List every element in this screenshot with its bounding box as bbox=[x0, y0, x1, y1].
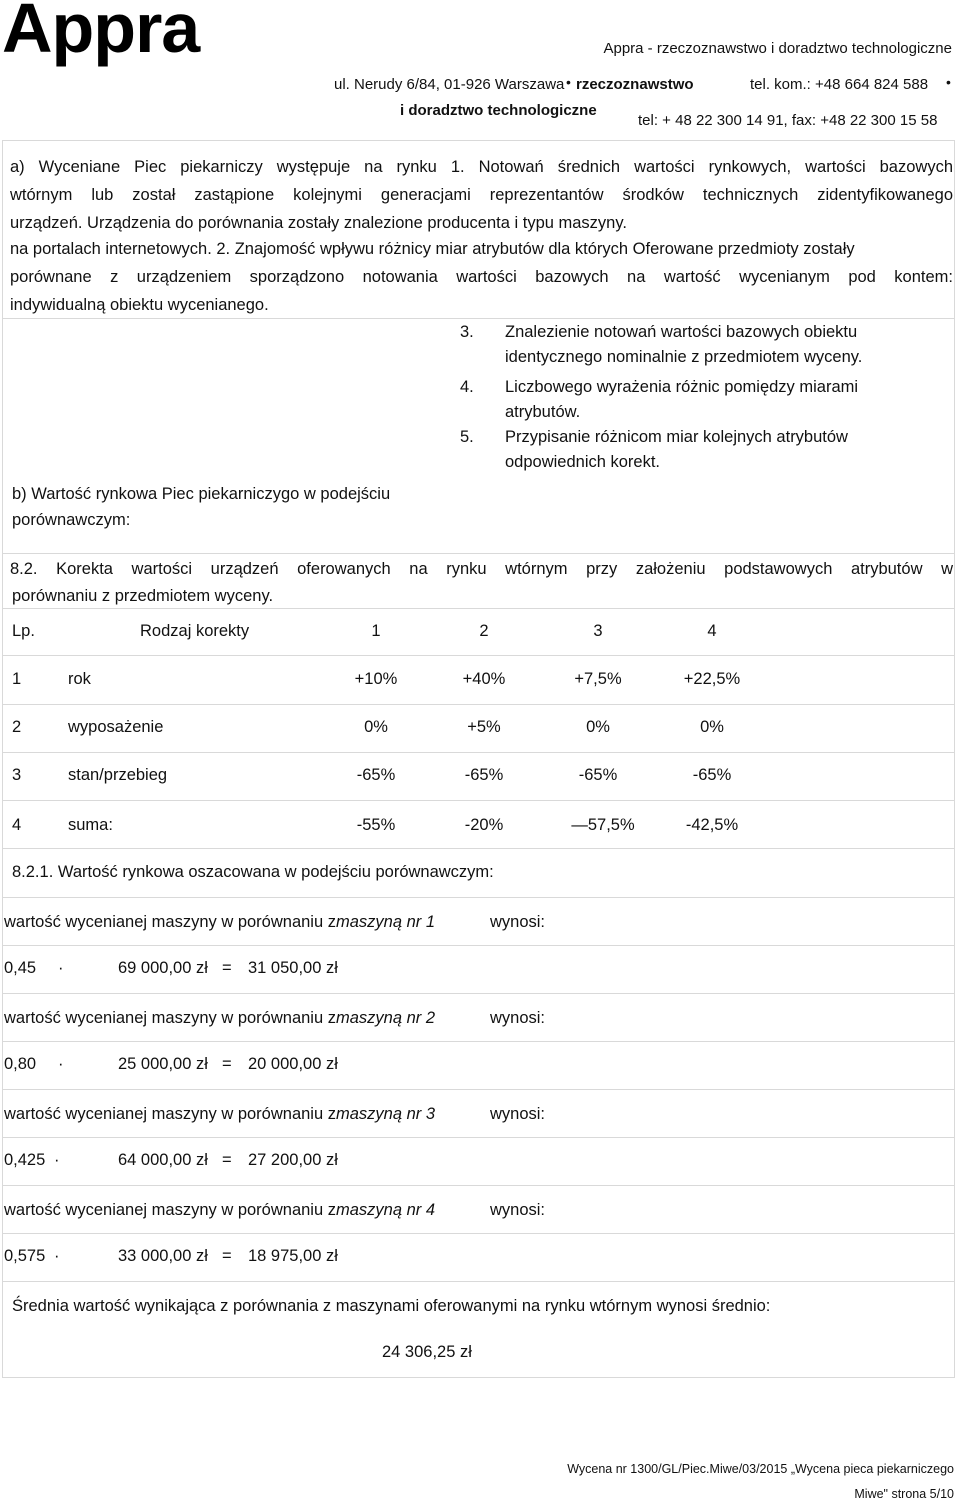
list-item-num: 5. bbox=[460, 428, 474, 446]
divider-c3 bbox=[2, 1041, 955, 1042]
machine-name: maszyną nr 4 bbox=[335, 1201, 436, 1219]
row-col2: +40% bbox=[462, 670, 506, 688]
row-col3: 0% bbox=[586, 718, 610, 736]
comparison-prefix: wartość wycenianej maszyny w porównaniu z bbox=[4, 913, 336, 931]
row-type: wyposażenie bbox=[68, 718, 164, 736]
wynosi-label: wynosi: bbox=[490, 1009, 546, 1027]
table-header-col2: 2 bbox=[479, 622, 489, 640]
list-item-num: 3. bbox=[460, 323, 474, 341]
price-value: 64 000,00 zł bbox=[118, 1151, 208, 1169]
section-a-line-1: a) Wyceniane Piec piekarniczy występuje na rynku 1. Notowań średnich wartości rynkowych, wartości bazowych bbox=[10, 158, 953, 176]
section-a-line-5: porównane z urządzeniem sporządzono notowania wartości bazowych na wartość wycenianym pod kontem: bbox=[10, 268, 953, 286]
frame-left-border bbox=[2, 140, 3, 1377]
footer-line-1: Wycena nr 1300/GL/Piec.Miwe/03/2015 „Wycena pieca piekarniczego bbox=[567, 1462, 954, 1476]
price-value: 33 000,00 zł bbox=[118, 1247, 208, 1265]
row-col3: +7,5% bbox=[574, 670, 622, 688]
row-col4: -65% bbox=[692, 766, 732, 784]
table-header-type: Rodzaj korekty bbox=[140, 622, 250, 640]
section-821-title: 8.2.1. Wartość rynkowa oszacowana w podejściu porównawczym: bbox=[12, 863, 494, 881]
row-lp: 2 bbox=[12, 718, 22, 736]
section-a-line-6: indywidualną obiektu wycenianego. bbox=[10, 296, 269, 314]
factor-value: 0,80 bbox=[4, 1055, 37, 1073]
result-value: 18 975,00 zł bbox=[248, 1247, 338, 1265]
section-82-line-1: 8.2. Korekta wartości urządzeń oferowanych na rynku wtórnym przy założeniu podstawowych atrybutów w bbox=[10, 560, 953, 578]
divider-c1 bbox=[2, 945, 955, 946]
row-type: rok bbox=[68, 670, 91, 688]
divider-c8 bbox=[2, 1281, 955, 1282]
company-address: ul. Nerudy 6/84, 01-926 Warszawa bbox=[334, 76, 565, 93]
comparison-prefix: wartość wycenianej maszyny w porównaniu z bbox=[4, 1009, 336, 1027]
multiply-dot: · bbox=[58, 1055, 64, 1073]
frame-right-border bbox=[954, 140, 955, 1377]
list-item-text: Przypisanie różnicom miar kolejnych atrybutów odpowiednich korekt. bbox=[505, 428, 848, 471]
factor-value: 0,425 bbox=[4, 1151, 46, 1169]
table-header-col3: 3 bbox=[593, 622, 603, 640]
price-value: 69 000,00 zł bbox=[118, 959, 208, 977]
wynosi-label: wynosi: bbox=[490, 1105, 546, 1123]
row-col2: +5% bbox=[467, 718, 501, 736]
comparison-label bbox=[4, 913, 435, 932]
row-lp: 1 bbox=[12, 670, 22, 688]
separator-dot: • bbox=[566, 74, 571, 90]
price-value: 25 000,00 zł bbox=[118, 1055, 208, 1073]
equals-sign: = bbox=[222, 1055, 232, 1073]
section-b-line-2: porównawczym: bbox=[12, 511, 131, 529]
wynosi-label: wynosi: bbox=[490, 913, 546, 931]
divider-c6 bbox=[2, 1185, 955, 1186]
frame-bottom-border bbox=[2, 1377, 955, 1378]
comparison-prefix: wartość wycenianej maszyny w porównaniu z bbox=[4, 1201, 336, 1219]
row-type: suma: bbox=[68, 816, 113, 834]
row-col1: -55% bbox=[356, 816, 396, 834]
frame-top-border bbox=[2, 140, 955, 141]
section-b-line-1: b) Wartość rynkowa Piec piekarniczygo w podejściu bbox=[12, 485, 391, 503]
multiply-dot: · bbox=[58, 959, 64, 977]
divider-c2 bbox=[2, 993, 955, 994]
section-a-line-3: urządzeń. Urządzenia do porównania zostały znalezione producenta i typu maszyny. bbox=[10, 214, 627, 232]
equals-sign: = bbox=[222, 1247, 232, 1265]
comparison-prefix: wartość wycenianej maszyny w porównaniu z bbox=[4, 1105, 336, 1123]
row-lp: 3 bbox=[12, 766, 22, 784]
comparison-label bbox=[4, 1009, 435, 1028]
machine-name: maszyną nr 3 bbox=[335, 1105, 436, 1123]
list-item-text: Znalezienie notowań wartości bazowych obiektu identycznego nominalnie z przedmiotem wyceny. bbox=[505, 323, 863, 366]
row-lp: 4 bbox=[12, 816, 22, 834]
footer-line-2: Miwe" strona 5/10 bbox=[854, 1487, 954, 1501]
divider-c4 bbox=[2, 1089, 955, 1090]
table-header-lp: Lp. bbox=[12, 622, 35, 640]
section-82-line-2: porównaniu z przedmiotem wyceny. bbox=[12, 587, 274, 605]
equals-sign: = bbox=[222, 1151, 232, 1169]
company-name: Appra - rzeczoznawstwo i doradztwo technologiczne bbox=[603, 40, 952, 57]
table-row-line-1 bbox=[2, 655, 955, 656]
row-col4: -42,5% bbox=[685, 816, 739, 834]
row-type: stan/przebieg bbox=[68, 766, 168, 784]
divider-c5 bbox=[2, 1137, 955, 1138]
separator-dot-2: • bbox=[946, 74, 951, 90]
company-phone-mobile: tel. kom.: +48 664 824 588 bbox=[750, 76, 929, 93]
row-col4: +22,5% bbox=[683, 670, 741, 688]
factor-value: 0,575 bbox=[4, 1247, 46, 1265]
result-value: 20 000,00 zł bbox=[248, 1055, 338, 1073]
divider-b bbox=[2, 553, 955, 554]
average-label: Średnia wartość wynikająca z porównania z maszynami oferowanymi na rynku wtórnym wynosi średnio: bbox=[12, 1297, 771, 1315]
company-tagline-2: i doradztwo technologiczne bbox=[400, 102, 597, 119]
divider-821 bbox=[2, 897, 955, 898]
company-phone-fax: tel: + 48 22 300 14 91, fax: +48 22 300 15 58 bbox=[638, 112, 938, 129]
wynosi-label: wynosi: bbox=[490, 1201, 546, 1219]
row-col1: -65% bbox=[356, 766, 396, 784]
multiply-dot: · bbox=[54, 1151, 60, 1169]
comparison-label bbox=[4, 1105, 435, 1124]
machine-name: maszyną nr 1 bbox=[335, 913, 436, 931]
equals-sign: = bbox=[222, 959, 232, 977]
section-a-line-4: na portalach internetowych. 2. Znajomość wpływu różnicy miar atrybutów dla których Oferowane przedmioty zostały bbox=[10, 240, 855, 258]
row-col4: 0% bbox=[700, 718, 724, 736]
row-col2: -20% bbox=[464, 816, 504, 834]
section-a-line-2: wtórnym lub został zastąpione kolejnymi generacjami reprezentantów środków technicznych zidentyfikowanego bbox=[10, 186, 953, 204]
result-value: 31 050,00 zł bbox=[248, 959, 338, 977]
table-header-col1: 1 bbox=[371, 622, 381, 640]
list-item-text: Liczbowego wyrażenia różnic pomiędzy miarami atrybutów. bbox=[505, 378, 859, 421]
result-value: 27 200,00 zł bbox=[248, 1151, 338, 1169]
row-col1: 0% bbox=[364, 718, 388, 736]
company-tagline-1: rzeczoznawstwo bbox=[576, 76, 694, 93]
row-col1: +10% bbox=[354, 670, 398, 688]
table-row-line-5 bbox=[2, 848, 955, 849]
row-col3: —57,5% bbox=[571, 816, 635, 834]
average-value: 24 306,25 zł bbox=[382, 1343, 472, 1361]
divider-c7 bbox=[2, 1233, 955, 1234]
table-row-line-3 bbox=[2, 752, 955, 753]
table-row-line-4 bbox=[2, 800, 955, 801]
company-logo: Appra bbox=[2, 0, 200, 67]
machine-name: maszyną nr 2 bbox=[335, 1009, 436, 1027]
list-item-num: 4. bbox=[460, 378, 474, 396]
comparison-label bbox=[4, 1201, 435, 1220]
table-header-col4: 4 bbox=[707, 622, 717, 640]
multiply-dot: · bbox=[54, 1247, 60, 1265]
row-col3: -65% bbox=[578, 766, 618, 784]
table-row-line-2 bbox=[2, 704, 955, 705]
factor-value: 0,45 bbox=[4, 959, 37, 977]
row-col2: -65% bbox=[464, 766, 504, 784]
